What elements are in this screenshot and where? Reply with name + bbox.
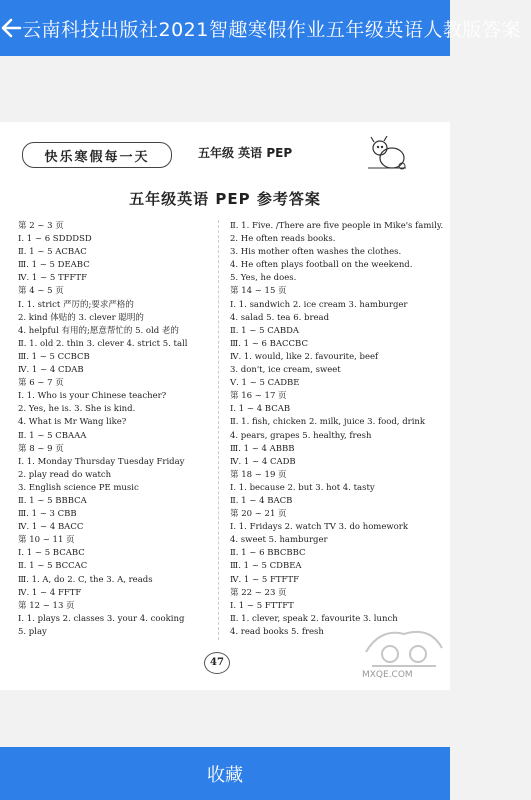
answer-line: Ⅱ. 1 ~ 4 BACB (230, 495, 293, 506)
back-button[interactable] (0, 0, 22, 56)
answer-line: Ⅰ. 1 ~ 5 BCABC (18, 548, 85, 559)
answer-line: Ⅳ. 1 ~ 4 CADB (230, 456, 296, 467)
answer-line: 第 14 ~ 15 页 (230, 286, 287, 297)
answer-line: Ⅰ. 1. strict 严厉的;要求严格的 (18, 299, 134, 310)
answer-line: Ⅰ. 1 ~ 5 FTTFT (230, 600, 294, 611)
answer-line: 第 12 ~ 13 页 (18, 600, 75, 611)
column-divider (218, 220, 219, 640)
answers-left-column (18, 220, 218, 639)
answer-line: Ⅱ. 1 ~ 5 ACBAC (18, 247, 87, 258)
answer-line: 5. Yes, he does. (230, 273, 297, 284)
answer-line: Ⅲ. 1 ~ 5 DEABC (18, 260, 90, 271)
answer-line: Ⅱ. 1. clever, speak 2. favourite 3. lunch (230, 613, 398, 624)
answer-line: 4. helpful 有用的;愿意帮忙的 5. old 老的 (18, 325, 179, 336)
answer-line: Ⅱ. 1. old 2. thin 3. clever 4. strict 5. tall (18, 338, 188, 349)
answer-line: Ⅲ. 1 ~ 3 CBB (18, 509, 77, 520)
answer-line: 4. salad 5. tea 6. bread (230, 312, 330, 323)
answer-line: 3. don't, ice cream, sweet (230, 365, 341, 376)
answer-line: 第 2 ~ 3 页 (18, 221, 64, 231)
answer-line: 2. He often reads books. (230, 234, 336, 245)
answer-line: Ⅲ. 1 ~ 4 ABBB (230, 443, 295, 454)
answer-line: 2. Yes, he is. 3. She is kind. (18, 404, 136, 415)
watermark-text: MXQE.COM (362, 670, 413, 680)
answer-line: Ⅴ. 1 ~ 5 CADBE (230, 378, 300, 389)
top-app-bar (0, 0, 521, 56)
answer-line: Ⅰ. 1. because 2. but 3. hot 4. tasty (230, 482, 375, 493)
answer-line: Ⅰ. 1. Who is your Chinese teacher? (18, 391, 167, 402)
answers-right-column (230, 220, 445, 639)
answer-line: Ⅰ. 1 ~ 4 BCAB (230, 404, 291, 415)
answer-line: Ⅰ. 1. Fridays 2. watch TV 3. do homework (230, 522, 409, 533)
answer-line: 3. His mother often washes the clothes. (230, 247, 402, 258)
answer-line: 4. pears, grapes 5. healthy, fresh (230, 430, 372, 441)
answer-line: Ⅰ. 1. plays 2. classes 3. your 4. cooking (18, 613, 185, 624)
answer-line: Ⅱ. 1 ~ 5 BBBCA (18, 495, 87, 506)
grade-subject-label: 五年级 英语 PEP (198, 146, 293, 160)
answer-line: 4. sweet 5. hamburger (230, 535, 328, 546)
answer-line: Ⅳ. 1 ~ 5 TFFTF (18, 273, 87, 284)
answer-line: 5. play (18, 626, 47, 637)
page-title: 云南科技出版社2021智趣寒假作业五年级英语人教版答案 (22, 18, 521, 41)
answer-line: Ⅱ. 1 ~ 6 BBCBBC (230, 548, 306, 559)
answer-line: Ⅳ. 1 ~ 4 BACC (18, 522, 84, 533)
page-banner: 快乐寒假每一天 (22, 142, 172, 168)
answer-line: Ⅰ. 1 ~ 6 SDDDSD (18, 234, 92, 245)
answer-line: Ⅲ. 1. A, do 2. C, the 3. A, reads (18, 574, 153, 585)
favorite-label: 收藏 (207, 764, 243, 786)
answer-line: Ⅲ. 1 ~ 5 CCBCB (18, 351, 90, 362)
favorite-button[interactable] (0, 747, 450, 800)
answer-line: Ⅲ. 1 ~ 6 BACCBC (230, 338, 308, 349)
answer-line: 第 10 ~ 11 页 (18, 535, 75, 546)
arrow-left-icon (0, 17, 22, 39)
answer-line: 2. kind 体贴的 3. clever 聪明的 (18, 312, 144, 323)
answer-line: Ⅲ. 1 ~ 5 CDBEA (230, 561, 302, 572)
answer-line: 3. English science PE music (18, 482, 139, 493)
answer-line: 第 6 ~ 7 页 (18, 378, 64, 389)
answer-line: Ⅱ. 1 ~ 5 BCCAC (18, 561, 88, 572)
answer-line: 第 20 ~ 21 页 (230, 509, 287, 520)
answer-line: 第 16 ~ 17 页 (230, 391, 287, 402)
answer-page-image (0, 122, 450, 690)
answer-line: Ⅱ. 1 ~ 5 CABDA (230, 325, 300, 336)
answer-line: 第 8 ~ 9 页 (18, 443, 64, 454)
answer-line: Ⅳ. 1. would, like 2. favourite, beef (230, 351, 379, 362)
answer-line: Ⅳ. 1 ~ 4 CDAB (18, 365, 84, 376)
answer-line: 第 18 ~ 19 页 (230, 469, 287, 480)
answer-line: Ⅳ. 1 ~ 5 FTFTF (230, 574, 299, 585)
answer-line: 4. What is Mr Wang like? (18, 417, 127, 428)
answer-line: Ⅰ. 1. sandwich 2. ice cream 3. hamburger (230, 299, 408, 310)
answer-line: 2. play read do watch (18, 469, 112, 480)
page-number: 47 (204, 652, 230, 674)
answer-title: 五年级英语 PEP 参考答案 (129, 190, 321, 208)
answer-line: Ⅰ. 1. Monday Thursday Tuesday Friday (18, 456, 185, 467)
answer-line: Ⅱ. 1 ~ 5 CBAAA (18, 430, 87, 441)
answer-line: Ⅱ. 1. Five. /There are five people in Mike's family. (230, 221, 444, 231)
answer-line: 4. He often plays football on the weekend. (230, 260, 413, 271)
answer-line: Ⅳ. 1 ~ 4 FFTF (18, 587, 82, 598)
answer-line: 第 22 ~ 23 页 (230, 587, 287, 598)
answer-line: 第 4 ~ 5 页 (18, 286, 64, 297)
answer-line: 4. read books 5. fresh (230, 626, 324, 637)
cartoon-decoration-icon (362, 134, 410, 174)
answer-line: Ⅱ. 1. fish, chicken 2. milk, juice 3. food, drink (230, 417, 426, 428)
